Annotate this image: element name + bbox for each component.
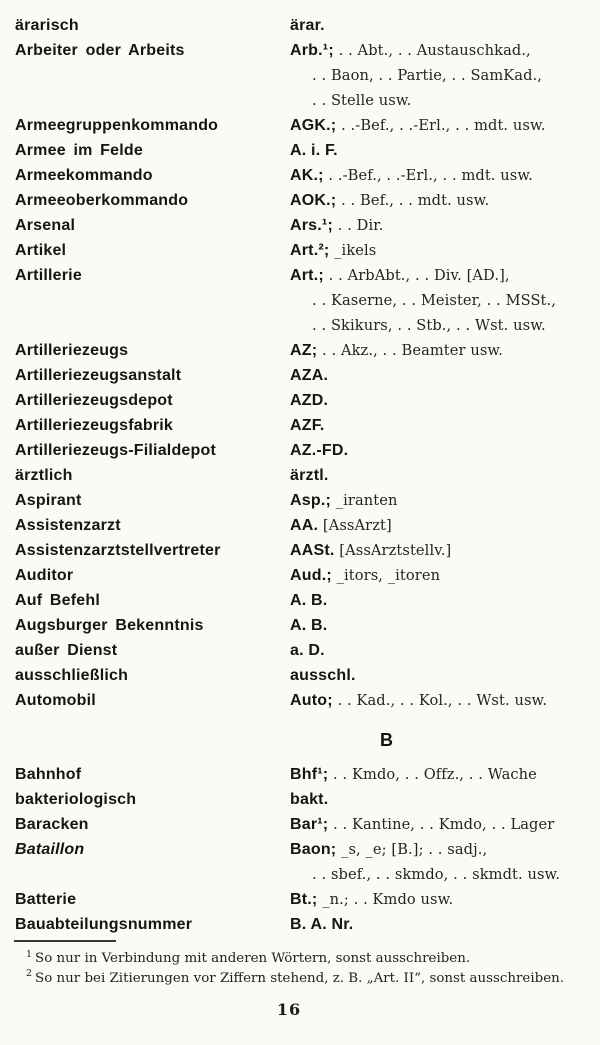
entry-term: Automobil <box>15 692 96 709</box>
entry-abbreviation <box>290 38 600 113</box>
dictionary-entry <box>0 688 600 713</box>
footnote-marker: 1 <box>26 948 33 960</box>
dictionary-entry <box>0 363 600 388</box>
entry-abbreviation <box>290 563 600 588</box>
abbreviation-expansion: . .-Bef., . .-Erl., . . mdt. usw. <box>336 117 546 134</box>
entry-abbreviation <box>290 113 600 138</box>
entry-abbreviation <box>290 388 600 413</box>
dictionary-entry <box>0 413 600 438</box>
abbreviation-head: AK.; <box>290 167 324 184</box>
entry-abbreviation <box>290 13 600 38</box>
abbreviation-line <box>290 887 594 912</box>
entry-term: Armeegruppenkommando <box>15 117 219 134</box>
entry-abbreviation <box>290 663 600 688</box>
entry-abbreviation <box>290 213 600 238</box>
entry-list <box>0 13 600 937</box>
abbreviation-expansion: _ikels <box>329 242 377 259</box>
dictionary-entry <box>0 787 600 812</box>
abbreviation-expansion: . . Bef., . . mdt. usw. <box>336 192 490 209</box>
dictionary-entry <box>0 188 600 213</box>
entry-term: Aspirant <box>15 492 82 509</box>
abbreviation-line <box>290 563 594 588</box>
entry-term: Assistenzarztstellvertreter <box>15 542 221 559</box>
abbreviation-continuation-line <box>290 288 594 313</box>
footnote <box>0 969 600 989</box>
abbreviation-expansion: . . ArbAbt., . . Div. [AD.], <box>323 267 510 284</box>
abbreviation-head: Art.²; <box>290 242 330 259</box>
abbreviation-expansion: _n.; . . Kmdo usw. <box>317 891 454 908</box>
abbreviation-line <box>290 138 594 163</box>
abbreviation-head: Bhf¹; <box>290 766 329 783</box>
abbreviation-head: AZ; <box>290 342 318 359</box>
abbreviation-head: bakt. <box>290 791 329 808</box>
entry-abbreviation <box>290 363 600 388</box>
entry-term: Auditor <box>15 567 74 584</box>
entry-abbreviation <box>290 413 600 438</box>
abbreviation-expansion: . . Baon, . . Partie, . . SamKad., <box>312 67 543 84</box>
abbreviation-line <box>290 812 594 837</box>
abbreviation-head: Aud.; <box>290 567 332 584</box>
entry-term: bakteriologisch <box>15 791 137 808</box>
dictionary-entry <box>0 388 600 413</box>
footnotes <box>0 949 600 988</box>
abbreviation-line <box>290 613 594 638</box>
abbreviation-line <box>290 163 594 188</box>
abbreviation-head: AZD. <box>290 392 329 409</box>
abbreviation-continuation-line <box>290 63 594 88</box>
abbreviation-line <box>290 638 594 663</box>
dictionary-entry <box>0 263 600 338</box>
abbreviation-expansion: _itors, _itoren <box>331 567 441 584</box>
abbreviation-line <box>290 338 594 363</box>
entry-term: Augsburger Bekenntnis <box>15 617 204 634</box>
entry-abbreviation <box>290 613 600 638</box>
abbreviation-head: AOK.; <box>290 192 337 209</box>
footnote-text: So nur bei Zitierungen vor Ziffern stehend, z. B. „Art. II“, sonst ausschreiben. <box>35 970 564 986</box>
dictionary-entry <box>0 837 600 887</box>
abbreviation-expansion: _iranten <box>331 492 398 509</box>
dictionary-entry <box>0 513 600 538</box>
entry-term: Artilleriezeugs <box>15 342 129 359</box>
dictionary-entry <box>0 163 600 188</box>
abbreviation-line <box>290 113 594 138</box>
entry-term: ärarisch <box>15 17 79 34</box>
entry-abbreviation <box>290 538 600 563</box>
entry-term: Armeeoberkommando <box>15 192 189 209</box>
page-number: 16 <box>276 1000 302 1019</box>
dictionary-entry <box>0 588 600 613</box>
abbreviation-expansion: _s, _e; [B.]; . . sadj., <box>336 841 488 858</box>
footnote-divider <box>14 940 116 942</box>
dictionary-entry <box>0 912 600 937</box>
entry-term: Artillerie <box>15 267 82 284</box>
entry-term: Artikel <box>15 242 67 259</box>
abbreviation-line <box>290 762 594 787</box>
entry-abbreviation <box>290 513 600 538</box>
footnote <box>0 949 600 969</box>
entry-abbreviation <box>290 588 600 613</box>
entry-term: ausschließlich <box>15 667 129 684</box>
abbreviation-head: AZ.-FD. <box>290 442 349 459</box>
section-header: B <box>380 730 393 750</box>
abbreviation-head: Arb.¹; <box>290 42 334 59</box>
dictionary-entry <box>0 812 600 837</box>
abbreviation-expansion: [AssArztstellv.] <box>334 542 452 559</box>
entry-abbreviation <box>290 238 600 263</box>
abbreviation-line <box>290 688 594 713</box>
abbreviation-line <box>290 238 594 263</box>
abbreviation-head: ärar. <box>290 17 325 34</box>
abbreviation-head: A. B. <box>290 617 328 634</box>
abbreviation-expansion: . . Skikurs, . . Stb., . . Wst. usw. <box>312 317 546 334</box>
entry-term: Artilleriezeugsfabrik <box>15 417 174 434</box>
dictionary-entry <box>0 113 600 138</box>
abbreviation-head: Bt.; <box>290 891 318 908</box>
abbreviation-head: AGK.; <box>290 117 337 134</box>
entry-abbreviation <box>290 887 600 912</box>
entry-term: Artilleriezeugsdepot <box>15 392 173 409</box>
entry-abbreviation <box>290 463 600 488</box>
abbreviation-expansion: . . Abt., . . Austauschkad., <box>333 42 531 59</box>
abbreviation-head: B. A. Nr. <box>290 916 354 933</box>
abbreviation-head: AZA. <box>290 367 329 384</box>
entry-abbreviation <box>290 438 600 463</box>
entry-abbreviation <box>290 912 600 937</box>
entry-term: Batterie <box>15 891 77 908</box>
abbreviation-head: Bar¹; <box>290 816 329 833</box>
dictionary-entry <box>0 663 600 688</box>
abbreviation-expansion: . . Kad., . . Kol., . . Wst. usw. <box>332 692 548 709</box>
entry-term: ärztlich <box>15 467 73 484</box>
dictionary-entry <box>0 613 600 638</box>
entry-term: Assistenzarzt <box>15 517 121 534</box>
abbreviation-head: Art.; <box>290 267 324 284</box>
entry-term: Bauabteilungsnummer <box>15 916 193 933</box>
footnote-marker: 2 <box>26 968 33 980</box>
entry-term: Artilleriezeugs-Filialdepot <box>15 442 216 459</box>
abbreviation-line <box>290 13 594 38</box>
abbreviation-expansion: . .-Bef., . .-Erl., . . mdt. usw. <box>323 167 533 184</box>
abbreviation-head: ausschl. <box>290 667 356 684</box>
abbreviation-line <box>290 263 594 288</box>
dictionary-entry <box>0 238 600 263</box>
abbreviation-expansion: . . Kmdo, . . Offz., . . Wache <box>328 766 537 783</box>
abbreviation-line <box>290 488 594 513</box>
entry-abbreviation <box>290 263 600 338</box>
entry-abbreviation <box>290 638 600 663</box>
abbreviation-head: A. i. F. <box>290 142 338 159</box>
entry-term: Auf Befehl <box>15 592 100 609</box>
entry-abbreviation <box>290 138 600 163</box>
entry-term: Arbeiter oder Arbeits <box>15 42 185 59</box>
dictionary-entry <box>0 213 600 238</box>
abbreviation-expansion: [AssArzt] <box>318 517 392 534</box>
footnote-text: So nur in Verbindung mit anderen Wörtern, sonst ausschreiben. <box>35 951 471 966</box>
entry-term: Arsenal <box>15 217 76 234</box>
entry-abbreviation <box>290 787 600 812</box>
abbreviation-line <box>290 588 594 613</box>
dictionary-entry <box>0 762 600 787</box>
entry-term: Armee im Felde <box>15 142 143 159</box>
abbreviation-line <box>290 538 594 563</box>
abbreviation-line <box>290 38 594 63</box>
dictionary-entry <box>0 338 600 363</box>
abbreviation-line <box>290 837 594 862</box>
dictionary-entry <box>0 638 600 663</box>
abbreviation-line <box>290 388 594 413</box>
abbreviation-line <box>290 213 594 238</box>
abbreviation-line <box>290 912 594 937</box>
abbreviation-line <box>290 438 594 463</box>
entry-abbreviation <box>290 688 600 713</box>
abbreviation-expansion: . . Kantine, . . Kmdo, . . Lager <box>328 816 555 833</box>
dictionary-entry <box>0 563 600 588</box>
entry-abbreviation <box>290 812 600 837</box>
entry-abbreviation <box>290 338 600 363</box>
entry-term: außer Dienst <box>15 642 118 659</box>
entry-abbreviation <box>290 837 600 887</box>
entry-term: Armeekommando <box>15 167 153 184</box>
dictionary-entry <box>0 538 600 563</box>
abbreviation-line <box>290 787 594 812</box>
abbreviation-expansion: . . sbef., . . skmdo, . . skmdt. usw. <box>312 866 561 883</box>
abbreviation-expansion: . . Akz., . . Beamter usw. <box>317 342 504 359</box>
dictionary-entry <box>0 463 600 488</box>
dictionary-entry <box>0 38 600 113</box>
dictionary-entry <box>0 438 600 463</box>
dictionary-entry <box>0 138 600 163</box>
abbreviation-expansion: . . Stelle usw. <box>312 92 412 109</box>
abbreviation-head: Asp.; <box>290 492 331 509</box>
abbreviation-head: AZF. <box>290 417 325 434</box>
abbreviation-line <box>290 363 594 388</box>
abbreviation-line <box>290 463 594 488</box>
abbreviation-head: Ars.¹; <box>290 217 333 234</box>
entry-term: Baracken <box>15 816 89 833</box>
abbreviation-head: AA. <box>290 517 319 534</box>
entry-abbreviation <box>290 762 600 787</box>
entry-abbreviation <box>290 188 600 213</box>
abbreviation-head: ärztl. <box>290 467 329 484</box>
abbreviation-expansion: . . Kaserne, . . Meister, . . MSSt., <box>312 292 556 309</box>
abbreviation-head: Auto; <box>290 692 333 709</box>
abbreviation-line <box>290 513 594 538</box>
entry-abbreviation <box>290 488 600 513</box>
entry-term: Artilleriezeugsanstalt <box>15 367 182 384</box>
dictionary-entry <box>0 488 600 513</box>
abbreviation-head: AASt. <box>290 542 335 559</box>
abbreviation-expansion: . . Dir. <box>332 217 384 234</box>
abbreviation-head: Baon; <box>290 841 337 858</box>
abbreviation-continuation-line <box>290 313 594 338</box>
abbreviation-head: a. D. <box>290 642 325 659</box>
abbreviation-head: A. B. <box>290 592 328 609</box>
entry-term: Bahnhof <box>15 766 82 783</box>
dictionary-entry <box>0 887 600 912</box>
entry-abbreviation <box>290 163 600 188</box>
abbreviation-continuation-line <box>290 88 594 113</box>
dictionary-entry <box>0 13 600 38</box>
abbreviation-line <box>290 663 594 688</box>
abbreviation-line <box>290 188 594 213</box>
entry-term: Bataillon <box>15 841 85 858</box>
abbreviation-continuation-line <box>290 862 594 887</box>
abbreviation-line <box>290 413 594 438</box>
